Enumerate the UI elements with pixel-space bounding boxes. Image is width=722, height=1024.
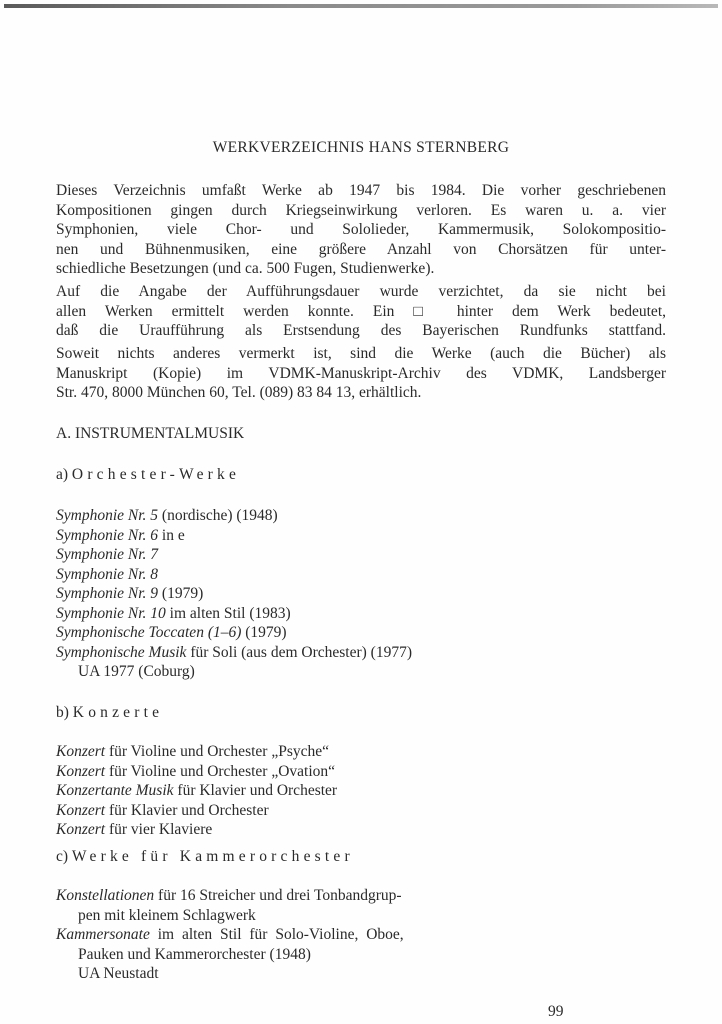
work-title: Symphonie Nr. 9 — [56, 585, 159, 602]
list-item — [56, 643, 616, 682]
subsection-label: a) — [56, 466, 69, 483]
list-item — [56, 886, 616, 925]
work-title: Konstellationen — [56, 887, 155, 904]
text-line: Kompositionen gingen durch Kriegseinwirkung verloren. Es waren u. a. vier — [56, 201, 666, 219]
work-details: (1979) — [158, 585, 204, 602]
list-item — [56, 781, 616, 801]
work-details: im alten Stil (1983) — [165, 604, 291, 622]
work-note: UA 1977 (Coburg) — [78, 663, 195, 680]
scan-edge-bar — [4, 4, 718, 8]
work-details: für Klavier und Orchester — [173, 782, 338, 799]
list-item — [56, 545, 616, 565]
work-title: Symphonische Toccaten (1–6) — [56, 624, 242, 641]
page-number: 99 — [548, 1003, 564, 1020]
konzerte-list — [56, 742, 616, 840]
list-item — [56, 820, 616, 840]
work-title: Konzert — [56, 801, 106, 819]
text-line: schiedliche Besetzungen (und ca. 500 Fugen, Studienwerke). — [56, 260, 435, 277]
text-line: Str. 470, 8000 München 60, Tel. (089) 83 84 13, erhältlich. — [56, 384, 422, 401]
work-title: Symphonie Nr. 8 — [56, 565, 159, 583]
subsection-heading-a — [56, 466, 240, 484]
text-line: allen Werken ermittelt werden konnte. Ein □ hinter dem Werk bedeutet, — [56, 302, 666, 320]
list-item — [56, 762, 616, 782]
work-title: Konzertante Musik — [56, 782, 174, 799]
work-details: (1979) — [241, 624, 287, 641]
work-title: Symphonische Musik — [56, 643, 187, 661]
work-details: (nordische) (1948) — [158, 507, 278, 524]
work-details: in e — [158, 526, 185, 544]
intro-paragraph-1 — [56, 181, 666, 279]
work-title: Symphonie Nr. 5 — [56, 507, 159, 524]
page-title: WERKVERZEICHNIS HANS STERNBERG — [212, 139, 510, 156]
work-details: für Klavier und Orchester — [105, 801, 269, 819]
list-item — [56, 801, 616, 821]
work-continuation: UA Neustadt — [78, 965, 159, 982]
list-item — [56, 623, 616, 643]
text-line: daß die Uraufführung als Erstsendung des Bayerischen Rundfunks stattfand. — [56, 322, 666, 339]
work-continuation: pen mit kleinem Schlagwerk — [78, 906, 256, 924]
subsection-title: Konzerte — [72, 704, 164, 721]
work-title: Konzert — [56, 762, 106, 780]
work-details: für Soli (aus dem Orchester) (1977) — [186, 643, 412, 661]
work-details: für 16 Streicher und drei Tonbandgrup- — [154, 887, 402, 904]
text-line: Manuskript (Kopie) im VDMK-Manuskript-Archiv des VDMK, Landsberger — [56, 364, 666, 382]
work-details: für Violine und Orchester „Ovation“ — [105, 762, 336, 780]
subsection-heading-b — [56, 704, 163, 722]
subsection-title: Werke für Kammerorchester — [71, 848, 354, 865]
work-title: Kammersonate — [56, 926, 150, 943]
subsection-label: b) — [56, 704, 69, 721]
intro-paragraph-3 — [56, 344, 666, 403]
work-details: für Violine und Orchester „Psyche“ — [105, 743, 329, 760]
list-item — [56, 526, 616, 546]
work-continuation: Pauken und Kammerorchester (1948) — [78, 945, 311, 963]
subsection-heading-c — [56, 848, 354, 866]
work-title: Symphonie Nr. 10 — [56, 604, 166, 622]
list-item — [56, 742, 616, 762]
work-details: im alten Stil für Solo-Violine, Oboe, — [149, 926, 404, 943]
list-item — [56, 565, 616, 585]
subsection-title: Orchester-Werke — [71, 466, 241, 483]
work-title: Symphonie Nr. 6 — [56, 526, 159, 544]
text-line: Auf die Angabe der Aufführungsdauer wurde verzichtet, da sie nicht bei — [56, 283, 666, 300]
text-line: Symphonien, viele Chor- und Sololieder, Kammermusik, Solokompositio- — [56, 221, 666, 238]
orchester-list — [56, 506, 616, 682]
subsection-label: c) — [56, 848, 69, 865]
work-title: Konzert — [56, 821, 106, 838]
list-item — [56, 584, 616, 604]
list-item — [56, 506, 616, 526]
list-item — [56, 925, 616, 984]
text-line: Soweit nichts anderes vermerkt ist, sind die Werke (auch die Bücher) als — [56, 345, 666, 362]
kammer-list — [56, 886, 616, 984]
work-title: Konzert — [56, 743, 106, 760]
intro-paragraph-2 — [56, 282, 666, 341]
section-heading-a: A. INSTRUMENTALMUSIK — [56, 425, 245, 442]
text-line: Dieses Verzeichnis umfaßt Werke ab 1947 bis 1984. Die vorher geschriebenen — [56, 182, 666, 199]
text-line: nen und Bühnenmusiken, eine größere Anzahl von Chorsätzen für unter- — [56, 240, 666, 258]
work-title: Symphonie Nr. 7 — [56, 546, 159, 563]
work-details: für vier Klaviere — [105, 821, 213, 838]
list-item — [56, 604, 616, 624]
